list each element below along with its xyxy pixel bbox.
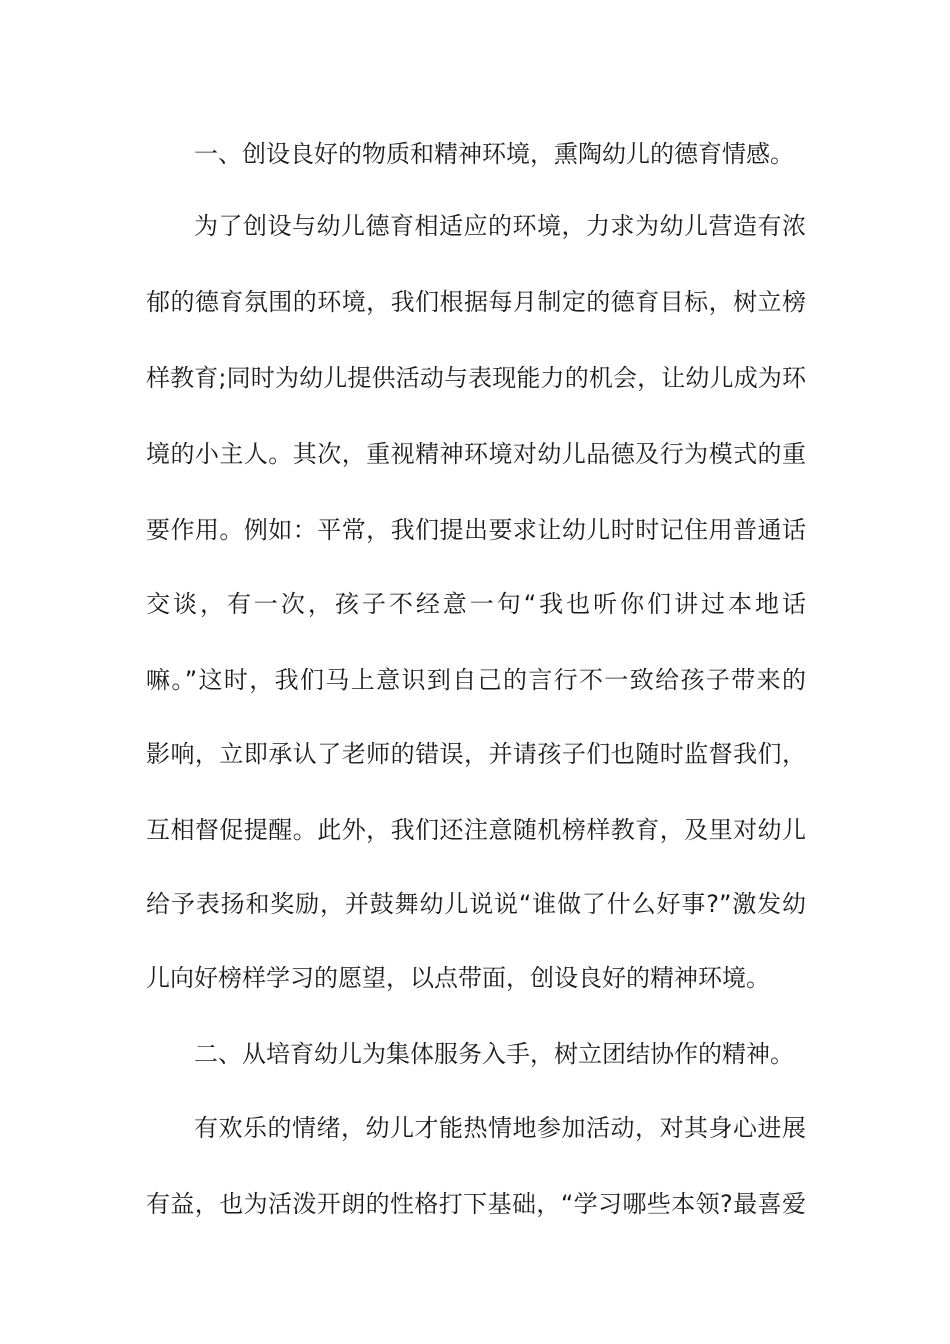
paragraph-line: 有益，也为活泼开朗的性格打下基础，“学习哪些本领?最喜爱 xyxy=(146,1190,806,1218)
section-heading-2: 二、从培育幼儿为集体服务入手，树立团结协作的精神。 xyxy=(194,1040,794,1068)
paragraph-line: 境的小主人。其次，重视精神环境对幼儿品德及行为模式的重 xyxy=(146,440,806,468)
paragraph-line: 郁的德育氛围的环境，我们根据每月制定的德育目标，树立榜 xyxy=(146,288,806,316)
paragraph-line: 为了创设与幼儿德育相适应的环境，力求为幼儿营造有浓 xyxy=(194,212,806,240)
paragraph-line: 嘛。”这时，我们马上意识到自己的言行不一致给孩子带来的 xyxy=(146,666,806,694)
paragraph-line: 儿向好榜样学习的愿望，以点带面，创设良好的精神环境。 xyxy=(146,964,770,992)
paragraph-line: 有欢乐的情绪，幼儿才能热情地参加活动，对其身心进展 xyxy=(194,1114,806,1142)
paragraph-line: 影响，立即承认了老师的错误，并请孩子们也随时监督我们， xyxy=(146,740,806,768)
paragraph-line: 给予表扬和奖励，并鼓舞幼儿说说“谁做了什么好事?”激发幼 xyxy=(146,890,806,918)
paragraph-line: 交谈，有一次，孩子不经意一句“我也听你们讲过本地话 xyxy=(146,590,806,618)
paragraph-line: 样教育;同时为幼儿提供活动与表现能力的机会，让幼儿成为环 xyxy=(146,364,806,392)
paragraph-line: 互相督促提醒。此外，我们还注意随机榜样教育，及里对幼儿 xyxy=(146,816,806,844)
paragraph-line: 要作用。例如：平常，我们提出要求让幼儿时时记住用普通话 xyxy=(146,516,806,544)
section-heading-1: 一、创设良好的物质和精神环境，熏陶幼儿的德育情感。 xyxy=(194,140,794,168)
